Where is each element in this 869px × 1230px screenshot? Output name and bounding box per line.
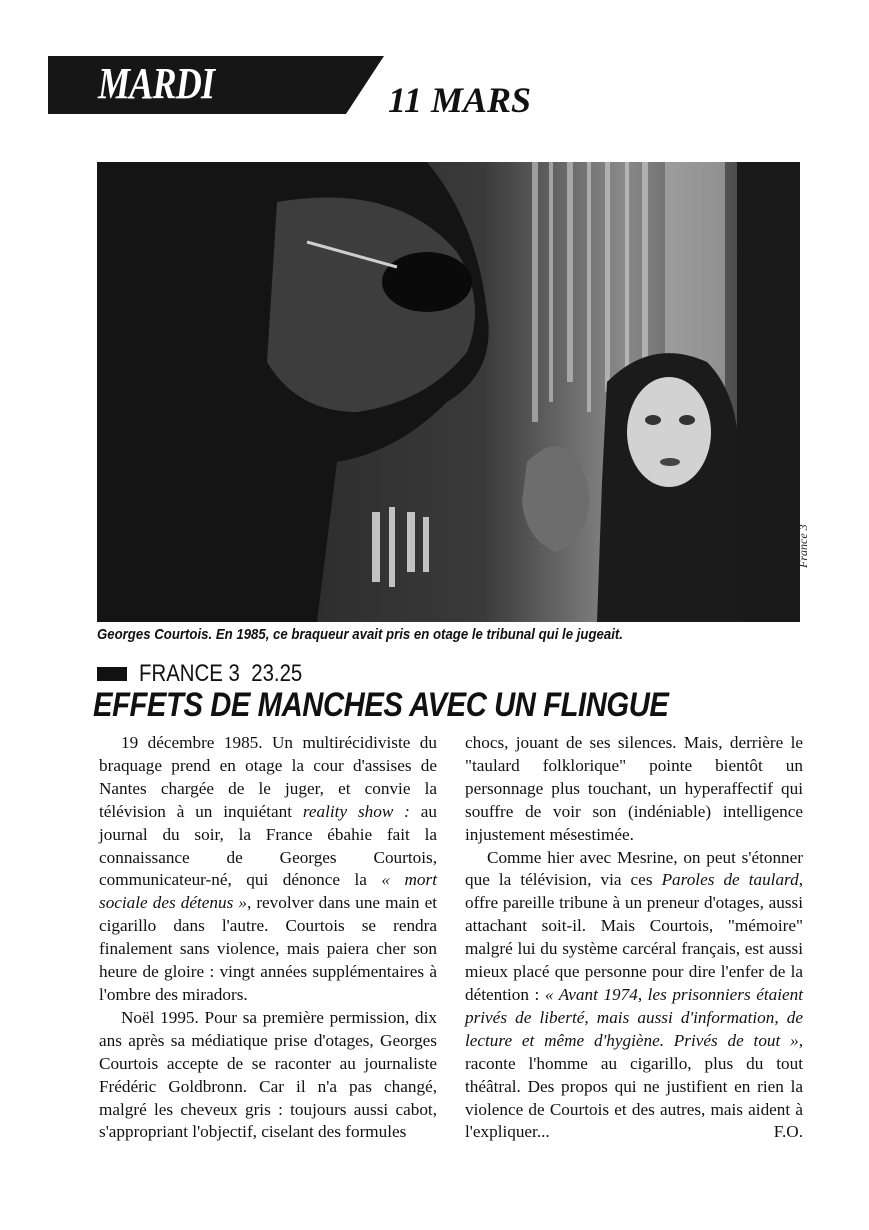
- text-run-italic: « mort sociale des détenus »: [99, 870, 437, 913]
- date-label: 11 MARS: [388, 80, 532, 120]
- article-column-left: [99, 732, 437, 1194]
- article-paragraph-3: [465, 847, 803, 1145]
- text-run: , revolver dans une main et cigarillo dans l'autre. Courtois se rendra finalement sans violence, mais paiera cher son heure de gloire : vingt années supplémentaires à l'ombre des miradors.: [99, 893, 437, 1004]
- article-headline: EFFETS DE MANCHES AVEC UN FLINGUE: [93, 686, 669, 724]
- article-paragraph-2: Noël 1995. Pour sa première permission, dix ans après sa médiatique prise d'otages, Georges Courtois accepte de se raconter au journaliste Frédéric Goldbronn. Car il n'a pas changé, malgré les cheveux gris : toujours aussi cabot, s'appropriant l'objectif, ciselant des formules: [99, 1007, 437, 1142]
- day-label: MARDI: [98, 59, 215, 108]
- article-column-right: [465, 732, 803, 1194]
- text-run-italic: reality show :: [302, 801, 410, 821]
- photo-illustration: [97, 162, 800, 622]
- text-run: , offre pareille tribune à un preneur d'otages, aussi attachant soit-il. Mais Courtois, "mémoire" malgré lui du système carcéral français, est aussi mieux placé que personne pour dire l'enfer de la détention :: [465, 870, 803, 1004]
- text-run-italic: « Avant 1974, les prisonniers étaient privés de liberté, mais aussi d'information, de lecture et même d'hygiène. Privés de tout »: [465, 984, 803, 1050]
- text-run: 19 décembre 1985. Un multirécidiviste du braquage prend en otage la cour d'assises de Nantes chargée de le juger, et convie la télévision à un inquiétant: [99, 733, 437, 821]
- text-run-italic: Paroles de taulard: [661, 870, 799, 890]
- channel-marker-icon: [97, 667, 127, 681]
- text-run: au journal du soir, la France ébahie fait la connaissance de Georges Courtois, communicateur-né, qui dénonce la: [99, 801, 437, 890]
- article-paragraph-2-continued: chocs, jouant de ses silences. Mais, derrière le "taulard folklorique" pointe bientôt un personnage plus touchant, un hyperaffectif qui souffre de voir son (indéniable) intelligence injustement mésestimée.: [465, 733, 803, 844]
- channel-name: FRANCE 3: [139, 660, 240, 687]
- photo-credit: France 3: [796, 524, 810, 568]
- article-photo: [97, 162, 800, 622]
- article-paragraph-1: [99, 732, 437, 1007]
- program-info: [97, 660, 331, 688]
- program-time: 23.25: [251, 660, 303, 687]
- photo-caption: Georges Courtois. En 1985, ce braqueur avait pris en otage le tribunal qui le jugeait.: [97, 626, 623, 643]
- text-run: Comme hier avec Mesrine, on peut s'étonner que la télévision, via ces: [465, 847, 803, 890]
- article-body: [99, 732, 803, 1194]
- channel-and-time: [139, 660, 302, 688]
- text-run: , raconte l'homme au cigarillo, plus du tout théâtral. Des propos qui ne justifient en rien la violence de Courtois et des autres, mais aident à l'expliquer...: [465, 1030, 803, 1142]
- day-banner: [48, 56, 384, 114]
- author-signature: F.O.: [773, 1122, 803, 1142]
